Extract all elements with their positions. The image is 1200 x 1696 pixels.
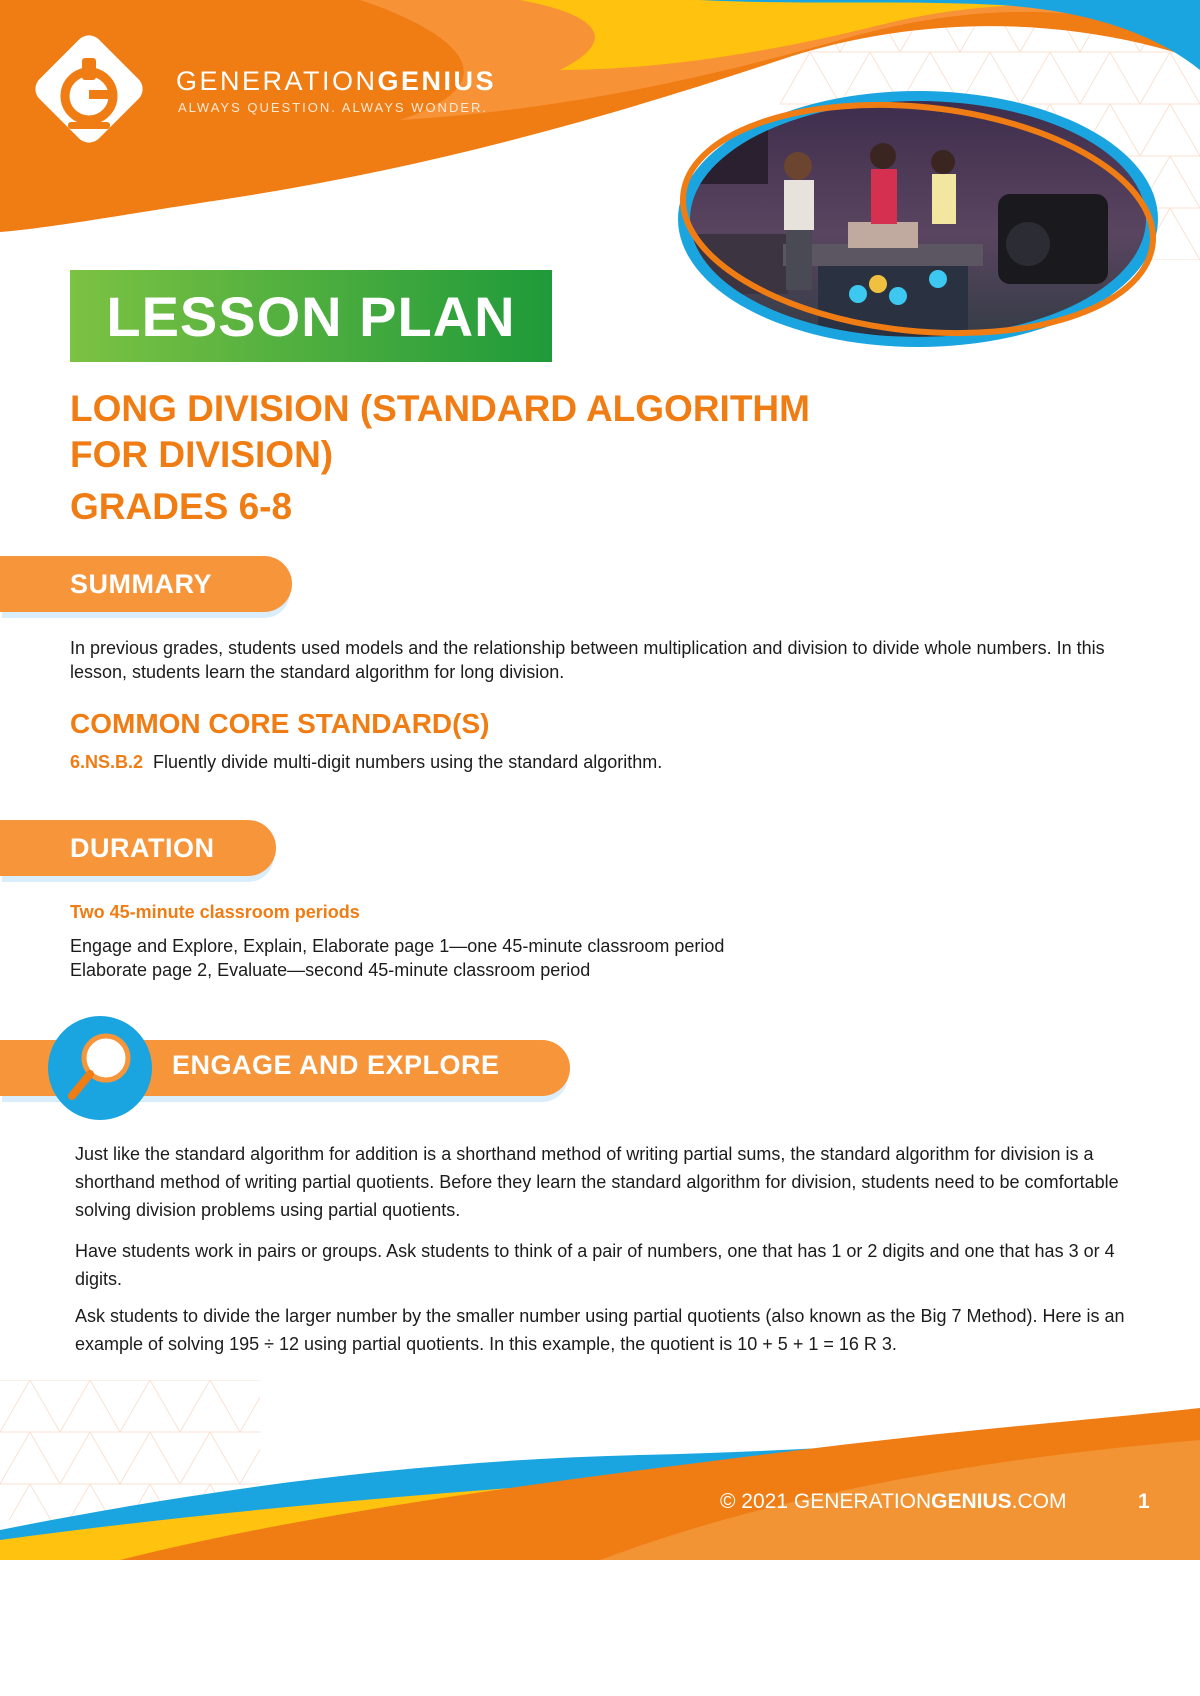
- standard-code: 6.NS.B.2: [70, 752, 144, 772]
- duration-details: [70, 934, 1110, 982]
- lesson-title: LONG DIVISION (STANDARD ALGORITHM FOR DIVISION): [70, 388, 810, 475]
- engage-icon-circle: [48, 1016, 152, 1120]
- standard-item: [70, 750, 1110, 774]
- duration-subheading: Two 45-minute classroom periods: [70, 902, 360, 922]
- footer-copyright: © 2021 GENERATIONGENIUS.COM: [720, 1490, 1067, 1513]
- summary-header: SUMMARY: [0, 556, 292, 612]
- duration-header: DURATION: [0, 820, 276, 876]
- brand-name: GENERATIONGENIUS: [176, 66, 497, 96]
- duration-line-1: Engage and Explore, Explain, Elaborate page 1—one 45-minute classroom period: [70, 936, 725, 956]
- page-number: 1: [1138, 1490, 1150, 1513]
- standard-description: Fluently divide multi-digit numbers using the standard algorithm.: [153, 752, 663, 772]
- brand-tagline: ALWAYS QUESTION. ALWAYS WONDER.: [178, 100, 488, 115]
- engage-paragraph-1: Just like the standard algorithm for addition is a shorthand method of writing partial sums, the standard algorithm for division is a shorthand method of writing partial quotients. Before they learn the standard algorithm for division, students need to be comfortable solving division problems using partial quotients.: [75, 1144, 1119, 1220]
- footer-wave-art: [0, 1380, 1200, 1560]
- logo-icon: [28, 28, 150, 150]
- engage-heading: ENGAGE AND EXPLORE: [172, 1050, 500, 1080]
- engage-paragraph-2: Have students work in pairs or groups. Ask students to think of a pair of numbers, one that has 1 or 2 digits and one that has 3 or 4 digits.: [75, 1241, 1115, 1289]
- duration-line-2: Elaborate page 2, Evaluate—second 45-minute classroom period: [70, 960, 591, 980]
- engage-paragraph-3: Ask students to divide the larger number by the smaller number using partial quotients (also known as the Big 7 Method). Here is an example of solving 195 ÷ 12 using partial quotients. In this example, the quotient is 10 + 5 + 1 = 16 R 3.: [75, 1306, 1125, 1354]
- lesson-plan-badge: LESSON PLAN: [70, 270, 552, 362]
- standards-heading: COMMON CORE STANDARD(S): [70, 708, 490, 739]
- grade-level: GRADES 6-8: [70, 486, 293, 527]
- magnifying-glass-icon: [48, 1016, 152, 1120]
- summary-text: In previous grades, students used models and the relationship between multiplication and division to divide whole numbers. In this lesson, students learn the standard algorithm for long division.: [70, 638, 1105, 682]
- studio-photo: [668, 84, 1168, 354]
